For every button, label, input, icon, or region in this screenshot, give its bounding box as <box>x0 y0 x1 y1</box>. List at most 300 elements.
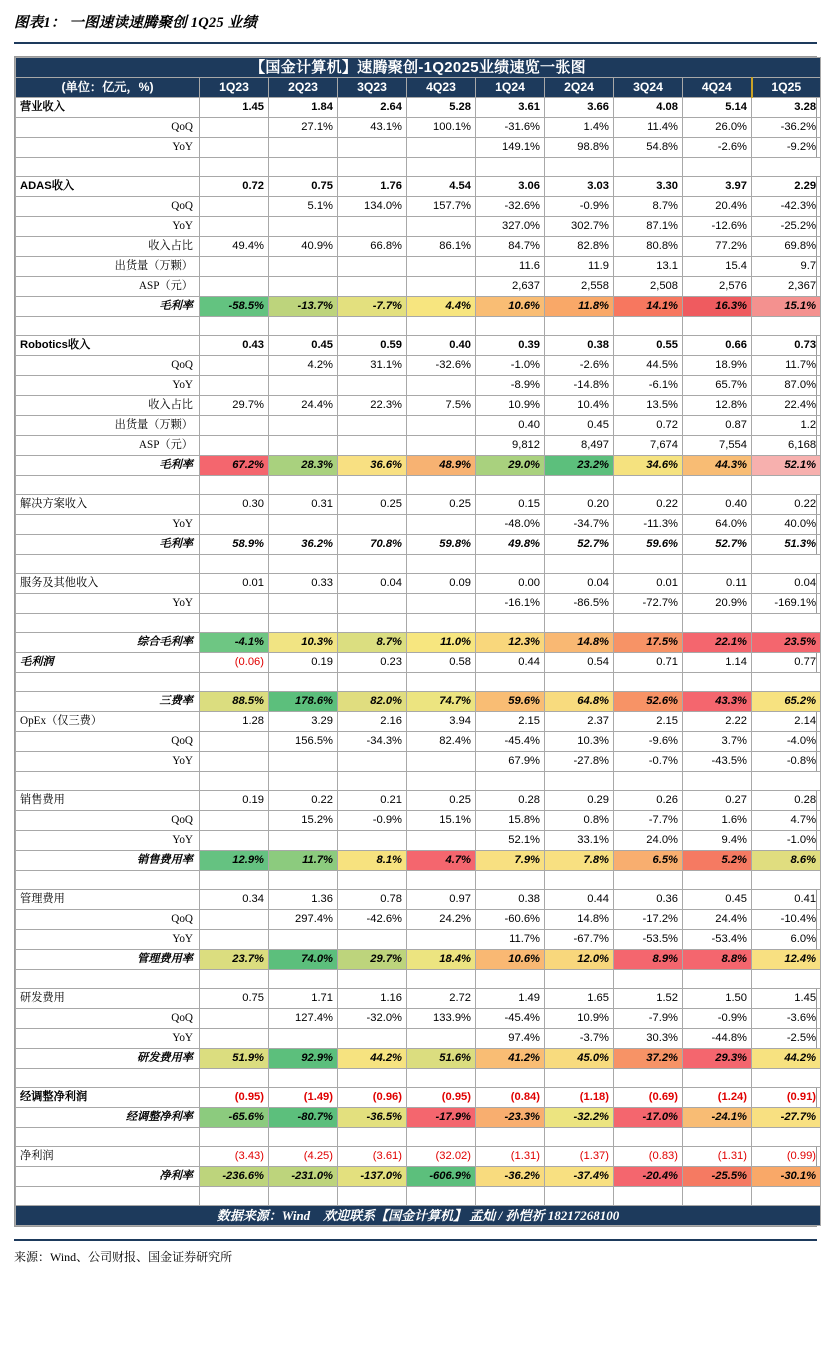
table-cell: 0.43 <box>200 336 269 356</box>
table-cell: 70.8% <box>338 535 407 555</box>
table-cell: 59.6% <box>614 535 683 555</box>
column-header-3q24: 3Q24 <box>614 78 683 98</box>
table-cell: -7.7% <box>338 297 407 317</box>
table-cell <box>269 277 338 297</box>
spacer-cell <box>16 871 200 890</box>
table-cell: 1.14 <box>683 653 752 673</box>
spacer-row <box>16 614 821 633</box>
table-cell: 1.36 <box>269 890 338 910</box>
table-cell: 0.72 <box>614 416 683 436</box>
spacer-cell <box>269 871 338 890</box>
table-cell <box>407 831 476 851</box>
table-row <box>16 1009 821 1029</box>
table-row <box>16 574 821 594</box>
spacer-cell <box>16 555 200 574</box>
table-cell: 6.5% <box>614 851 683 871</box>
table-cell: 87.0% <box>752 376 821 396</box>
figure-caption: 图表1： 一图速读速腾聚创 1Q25 业绩 <box>14 15 258 31</box>
table-cell: 67.2% <box>200 456 269 476</box>
row-label: 经调整净利润 <box>16 1088 200 1108</box>
row-label: 销售费用率 <box>16 851 200 871</box>
table-cell <box>269 515 338 535</box>
table-cell: (0.83) <box>614 1147 683 1167</box>
table-cell <box>338 416 407 436</box>
table-cell: 5.2% <box>683 851 752 871</box>
table-cell <box>407 436 476 456</box>
table-cell: (0.84) <box>476 1088 545 1108</box>
table-cell: -11.3% <box>614 515 683 535</box>
spacer-cell <box>338 1069 407 1088</box>
table-cell: 0.73 <box>752 336 821 356</box>
table-cell <box>269 257 338 277</box>
table-cell: 0.09 <box>407 574 476 594</box>
table-cell: -12.6% <box>683 217 752 237</box>
table-cell <box>338 752 407 772</box>
table-cell: (3.43) <box>200 1147 269 1167</box>
table-cell: -86.5% <box>545 594 614 614</box>
row-label: YoY <box>16 752 200 772</box>
table-row <box>16 930 821 950</box>
table-cell: -7.7% <box>614 811 683 831</box>
row-label: 经调整净利率 <box>16 1108 200 1128</box>
table-cell: 5.28 <box>407 98 476 118</box>
table-cell: 97.4% <box>476 1029 545 1049</box>
table-cell: -37.4% <box>545 1167 614 1187</box>
spacer-cell <box>683 1069 752 1088</box>
spacer-cell <box>16 1069 200 1088</box>
spacer-cell <box>269 158 338 177</box>
row-label: 研发费用率 <box>16 1049 200 1069</box>
table-cell: -32.6% <box>476 197 545 217</box>
table-cell: 52.1% <box>752 456 821 476</box>
spacer-row <box>16 673 821 692</box>
spacer-cell <box>545 1128 614 1147</box>
spacer-cell <box>200 1069 269 1088</box>
table-cell <box>407 217 476 237</box>
table-cell <box>407 376 476 396</box>
spacer-cell <box>338 871 407 890</box>
table-cell: 0.40 <box>476 416 545 436</box>
table-cell: 1.28 <box>200 712 269 732</box>
table-cell: (1.37) <box>545 1147 614 1167</box>
table-cell <box>269 416 338 436</box>
spacer-cell <box>476 970 545 989</box>
financial-table-container <box>14 56 817 1227</box>
table-cell <box>407 138 476 158</box>
table-cell: -36.2% <box>752 118 821 138</box>
table-cell: 44.2% <box>338 1049 407 1069</box>
top-rule <box>14 42 817 44</box>
row-label: 服务及其他收入 <box>16 574 200 594</box>
spacer-cell <box>683 970 752 989</box>
table-cell: 8.9% <box>614 950 683 970</box>
table-cell: 10.6% <box>476 950 545 970</box>
table-cell: 12.3% <box>476 633 545 653</box>
table-cell: 77.2% <box>683 237 752 257</box>
table-cell: 44.5% <box>614 356 683 376</box>
table-cell: 2.72 <box>407 989 476 1009</box>
row-label: YoY <box>16 831 200 851</box>
row-label: ASP（元） <box>16 436 200 456</box>
table-cell: -65.6% <box>200 1108 269 1128</box>
table-cell: 41.2% <box>476 1049 545 1069</box>
table-cell <box>338 376 407 396</box>
table-cell: -0.9% <box>683 1009 752 1029</box>
table-cell: 10.6% <box>476 297 545 317</box>
row-label: 毛利率 <box>16 456 200 476</box>
row-label: YoY <box>16 138 200 158</box>
table-cell: 1.45 <box>752 989 821 1009</box>
spacer-cell <box>545 317 614 336</box>
table-cell: 0.75 <box>200 989 269 1009</box>
table-cell: -25.5% <box>683 1167 752 1187</box>
table-cell <box>407 752 476 772</box>
column-header-4q24: 4Q24 <box>683 78 752 98</box>
table-cell: 0.21 <box>338 791 407 811</box>
table-cell: 17.5% <box>614 633 683 653</box>
spacer-cell <box>476 1128 545 1147</box>
table-cell: -30.1% <box>752 1167 821 1187</box>
table-cell: 40.0% <box>752 515 821 535</box>
table-cell: -42.3% <box>752 197 821 217</box>
table-cell: 20.9% <box>683 594 752 614</box>
table-cell: 7,674 <box>614 436 683 456</box>
table-cell: 2,558 <box>545 277 614 297</box>
spacer-cell <box>545 871 614 890</box>
table-cell: 4.7% <box>752 811 821 831</box>
table-cell: 0.45 <box>545 416 614 436</box>
table-cell: -10.4% <box>752 910 821 930</box>
table-row <box>16 237 821 257</box>
table-cell: 0.31 <box>269 495 338 515</box>
table-cell: 29.7% <box>338 950 407 970</box>
spacer-cell <box>338 476 407 495</box>
table-cell: -606.9% <box>407 1167 476 1187</box>
table-cell <box>200 930 269 950</box>
financial-table <box>15 57 821 1226</box>
spacer-cell <box>269 476 338 495</box>
table-cell: 2,576 <box>683 277 752 297</box>
row-label: 净利率 <box>16 1167 200 1187</box>
table-cell: -23.3% <box>476 1108 545 1128</box>
table-cell: 1.2 <box>752 416 821 436</box>
spacer-cell <box>476 555 545 574</box>
spacer-cell <box>683 555 752 574</box>
spacer-cell <box>338 1128 407 1147</box>
table-cell: 52.7% <box>545 535 614 555</box>
table-cell: 3.94 <box>407 712 476 732</box>
row-label: YoY <box>16 1029 200 1049</box>
table-cell: 1.84 <box>269 98 338 118</box>
table-cell: 0.22 <box>614 495 683 515</box>
table-cell <box>200 217 269 237</box>
table-cell <box>200 197 269 217</box>
table-cell: (4.25) <box>269 1147 338 1167</box>
table-cell: 8.7% <box>614 197 683 217</box>
spacer-cell <box>407 1187 476 1206</box>
table-cell: 84.7% <box>476 237 545 257</box>
table-cell <box>200 1009 269 1029</box>
spacer-cell <box>269 1069 338 1088</box>
table-cell: 134.0% <box>338 197 407 217</box>
spacer-row <box>16 158 821 177</box>
spacer-cell <box>338 555 407 574</box>
table-row <box>16 752 821 772</box>
table-cell: 51.9% <box>200 1049 269 1069</box>
spacer-cell <box>545 476 614 495</box>
table-cell: 0.25 <box>338 495 407 515</box>
table-cell: 0.01 <box>200 574 269 594</box>
table-cell <box>269 831 338 851</box>
spacer-cell <box>269 673 338 692</box>
spacer-cell <box>683 158 752 177</box>
table-cell: 82.4% <box>407 732 476 752</box>
table-cell: 0.45 <box>269 336 338 356</box>
table-cell: 9.7 <box>752 257 821 277</box>
column-header-2q24: 2Q24 <box>545 78 614 98</box>
row-label: QoQ <box>16 118 200 138</box>
table-cell: (0.69) <box>614 1088 683 1108</box>
table-cell <box>407 416 476 436</box>
spacer-row <box>16 1128 821 1147</box>
spacer-cell <box>752 1128 821 1147</box>
table-cell: 2.15 <box>476 712 545 732</box>
table-cell: 15.8% <box>476 811 545 831</box>
table-cell: 3.28 <box>752 98 821 118</box>
table-row <box>16 98 821 118</box>
table-footer-banner <box>16 1206 821 1226</box>
table-cell: 82.0% <box>338 692 407 712</box>
spacer-cell <box>200 772 269 791</box>
table-row <box>16 1147 821 1167</box>
table-row <box>16 831 821 851</box>
table-cell <box>407 515 476 535</box>
spacer-cell <box>16 614 200 633</box>
table-cell: 5.14 <box>683 98 752 118</box>
table-cell: 156.5% <box>269 732 338 752</box>
unit-header: (单位：亿元，%) <box>16 78 200 98</box>
spacer-cell <box>614 317 683 336</box>
table-cell: 0.78 <box>338 890 407 910</box>
table-cell: 3.03 <box>545 177 614 197</box>
table-cell: -0.8% <box>752 752 821 772</box>
table-cell <box>200 1029 269 1049</box>
table-cell: 0.25 <box>407 495 476 515</box>
spacer-cell <box>338 614 407 633</box>
banner-title: 【国金计算机】速腾聚创-1Q2025业绩速览一张图 <box>16 58 821 78</box>
table-cell: -2.5% <box>752 1029 821 1049</box>
table-cell: 74.7% <box>407 692 476 712</box>
table-cell: 0.04 <box>752 574 821 594</box>
table-cell: 1.16 <box>338 989 407 1009</box>
spacer-cell <box>752 317 821 336</box>
table-cell <box>200 515 269 535</box>
spacer-cell <box>407 772 476 791</box>
table-cell: (1.31) <box>476 1147 545 1167</box>
row-label: 出货量（万颗） <box>16 416 200 436</box>
table-row <box>16 950 821 970</box>
table-cell: 34.6% <box>614 456 683 476</box>
source-note: 来源：Wind、公司财报、国金证券研究所 <box>14 1250 233 1264</box>
table-cell: 0.59 <box>338 336 407 356</box>
table-row <box>16 257 821 277</box>
table-row <box>16 1049 821 1069</box>
table-cell: -27.7% <box>752 1108 821 1128</box>
table-cell: 1.65 <box>545 989 614 1009</box>
spacer-row <box>16 970 821 989</box>
table-cell: 67.9% <box>476 752 545 772</box>
spacer-cell <box>16 476 200 495</box>
table-cell: 22.4% <box>752 396 821 416</box>
table-cell: 14.1% <box>614 297 683 317</box>
table-row <box>16 297 821 317</box>
table-cell: 0.58 <box>407 653 476 673</box>
table-cell: (0.95) <box>407 1088 476 1108</box>
table-row <box>16 118 821 138</box>
table-cell: 23.7% <box>200 950 269 970</box>
row-label: 管理费用率 <box>16 950 200 970</box>
table-cell <box>269 594 338 614</box>
table-cell: 0.34 <box>200 890 269 910</box>
table-cell: 0.25 <box>407 791 476 811</box>
table-cell: -45.4% <box>476 732 545 752</box>
table-cell: 302.7% <box>545 217 614 237</box>
row-label: 三费率 <box>16 692 200 712</box>
table-cell: -72.7% <box>614 594 683 614</box>
spacer-cell <box>269 317 338 336</box>
table-cell: 4.2% <box>269 356 338 376</box>
table-cell: 0.00 <box>476 574 545 594</box>
table-cell: 11.7% <box>476 930 545 950</box>
spacer-cell <box>683 871 752 890</box>
spacer-cell <box>683 673 752 692</box>
spacer-cell <box>407 1069 476 1088</box>
spacer-cell <box>200 476 269 495</box>
table-cell: 24.4% <box>683 910 752 930</box>
table-cell: 0.72 <box>200 177 269 197</box>
table-cell: (1.49) <box>269 1088 338 1108</box>
table-cell: 0.40 <box>683 495 752 515</box>
table-cell: -231.0% <box>269 1167 338 1187</box>
table-cell: 23.5% <box>752 633 821 653</box>
table-cell: 14.8% <box>545 910 614 930</box>
spacer-cell <box>683 1187 752 1206</box>
table-cell: 29.7% <box>200 396 269 416</box>
table-cell: 10.3% <box>269 633 338 653</box>
spacer-cell <box>200 673 269 692</box>
table-cell: 58.9% <box>200 535 269 555</box>
table-cell <box>338 138 407 158</box>
spacer-cell <box>752 772 821 791</box>
row-label: QoQ <box>16 910 200 930</box>
table-cell: 127.4% <box>269 1009 338 1029</box>
table-cell: 74.0% <box>269 950 338 970</box>
table-cell: 52.1% <box>476 831 545 851</box>
table-banner <box>16 58 821 78</box>
table-cell <box>338 930 407 950</box>
table-cell: 0.66 <box>683 336 752 356</box>
table-cell: 44.3% <box>683 456 752 476</box>
spacer-cell <box>476 158 545 177</box>
spacer-cell <box>614 1187 683 1206</box>
table-cell: 15.2% <box>269 811 338 831</box>
row-label: ADAS收入 <box>16 177 200 197</box>
table-row <box>16 791 821 811</box>
table-cell: -44.8% <box>683 1029 752 1049</box>
spacer-cell <box>338 1187 407 1206</box>
row-label: 管理费用 <box>16 890 200 910</box>
table-cell: 3.06 <box>476 177 545 197</box>
table-cell: 28.3% <box>269 456 338 476</box>
table-cell <box>269 138 338 158</box>
table-cell: 0.39 <box>476 336 545 356</box>
table-row <box>16 989 821 1009</box>
spacer-cell <box>407 158 476 177</box>
table-cell: 45.0% <box>545 1049 614 1069</box>
table-cell <box>407 257 476 277</box>
column-header-1q24: 1Q24 <box>476 78 545 98</box>
table-cell: 29.0% <box>476 456 545 476</box>
table-row <box>16 851 821 871</box>
table-cell: 0.77 <box>752 653 821 673</box>
table-cell <box>269 217 338 237</box>
spacer-cell <box>752 476 821 495</box>
table-cell: 2,367 <box>752 277 821 297</box>
table-cell: 4.4% <box>407 297 476 317</box>
spacer-cell <box>338 673 407 692</box>
table-cell: 6.0% <box>752 930 821 950</box>
row-label: QoQ <box>16 811 200 831</box>
table-cell <box>269 1029 338 1049</box>
table-cell: 22.1% <box>683 633 752 653</box>
table-cell: 66.8% <box>338 237 407 257</box>
spacer-cell <box>752 673 821 692</box>
spacer-cell <box>269 614 338 633</box>
spacer-cell <box>200 555 269 574</box>
table-cell: 9.4% <box>683 831 752 851</box>
table-cell: -3.6% <box>752 1009 821 1029</box>
spacer-row <box>16 772 821 791</box>
row-label: YoY <box>16 930 200 950</box>
table-cell: 29.3% <box>683 1049 752 1069</box>
spacer-row <box>16 555 821 574</box>
table-cell: 20.4% <box>683 197 752 217</box>
spacer-cell <box>614 476 683 495</box>
table-row <box>16 396 821 416</box>
table-cell: 0.71 <box>614 653 683 673</box>
column-header-4q23: 4Q23 <box>407 78 476 98</box>
row-label: OpEx（仅三费） <box>16 712 200 732</box>
table-cell: 2.16 <box>338 712 407 732</box>
table-cell: -27.8% <box>545 752 614 772</box>
table-cell: 64.8% <box>545 692 614 712</box>
table-cell: 1.6% <box>683 811 752 831</box>
table-cell: 0.30 <box>200 495 269 515</box>
table-cell: 6,168 <box>752 436 821 456</box>
table-cell: (1.24) <box>683 1088 752 1108</box>
table-cell: 0.36 <box>614 890 683 910</box>
table-cell: 0.19 <box>200 791 269 811</box>
spacer-row <box>16 871 821 890</box>
table-cell <box>269 376 338 396</box>
table-cell: (1.18) <box>545 1088 614 1108</box>
table-cell: -6.1% <box>614 376 683 396</box>
table-cell: 92.9% <box>269 1049 338 1069</box>
spacer-cell <box>338 158 407 177</box>
spacer-cell <box>16 970 200 989</box>
spacer-cell <box>683 614 752 633</box>
table-cell: 49.4% <box>200 237 269 257</box>
